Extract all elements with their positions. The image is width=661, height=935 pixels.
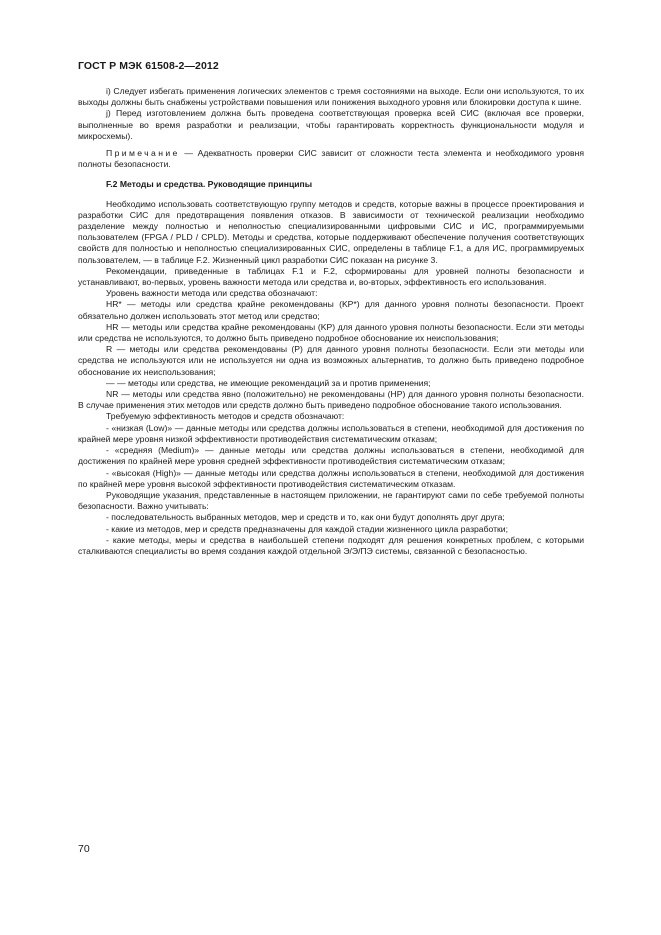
importance-hr: HR — методы или средства крайне рекомендованы (KP) для данного уровня полноты безопасности. Если эти методы или средства не используются, то должно быть приведено подробное обоснование их неиспользования; [78, 321, 584, 344]
effectiveness-low: - «низкая (Low)» — данные методы или средства должны использоваться в степени, необходимой для достижения по крайней мере уровня низкой эффективности противодействия систематическим отказам; [78, 422, 584, 444]
importance-r: R — методы или средства рекомендованы (P) для данного уровня полноты безопасности. Если эти методы или средства не используются или не используется ни одна из возможных альтернатив, то должно быть приведено подробное обоснование их неиспользования; [78, 344, 584, 377]
note-label: Примечание [106, 148, 180, 159]
paragraph: Рекомендации, приведенные в таблицах F.1 и F.2, сформированы для уровней полноты безопасности и устанавливают, во-первых, уровень важности метода или средства и, во-вторых, эффективность его использования. [78, 265, 584, 288]
effectiveness-medium: - «средняя (Medium)» — данные методы или средства должны использоваться в степени, необходимой для достижения по крайней мере уровня средней эффективности противодействия систематическим отказам; [78, 445, 584, 467]
paragraph: Уровень важности метода или средства обозначают: [106, 288, 318, 299]
list-item: - какие методы, меры и средства в наибольшей степени подходят для решения конкретных проблем, с которыми сталкиваются специалисты во время создания каждой отдельной Э/Э/ПЭ системы, связанной с безопасностью. [78, 534, 584, 556]
list-item: - какие из методов, мер и средств предназначены для каждой стадии жизненного цикла разработки; [106, 523, 508, 534]
importance-dash: — — методы или средства, не имеющие рекомендаций за и против применения; [106, 377, 431, 388]
note [78, 148, 584, 170]
note-text: — Адекватность проверки СИС зависит от сложности теста элемента и необходимого уровня полноты безопасности. [78, 148, 584, 170]
paragraph: Требуемую эффективность методов и средств обозначают: [106, 411, 345, 422]
standard-header: ГОСТ Р МЭК 61508-2—2012 [78, 60, 219, 72]
page-body [78, 86, 584, 557]
section-heading: F.2 Методы и средства. Руководящие принципы [106, 179, 313, 190]
effectiveness-high: - «высокая (High)» — данные методы или средства должны использоваться в степени, необходимой для достижения по крайней мере уровня высокой эффективности противодействия систематическим отказам. [78, 467, 584, 489]
list-item: - последовательность выбранных методов, мер и средств и то, как они будут дополнять друг друга; [106, 512, 505, 523]
importance-nr: NR — методы или средства явно (положительно) не рекомендованы (HP) для данного уровня полноты безопасности. В случае применения этих методов или средств должно быть приведено подробное обоснование такого использования. [78, 389, 584, 411]
page-number: 70 [78, 843, 90, 855]
paragraph: Руководящие указания, представленные в настоящем приложении, не гарантируют сами по себе требуемой полноты безопасности. Важно учитывать: [78, 489, 584, 512]
item-j: j) Перед изготовлением должна быть проведена соответствующая проверка всей СИС (включая все проверки, выполненные во время разработки и реализации, чтобы гарантировать корректность функциональности модуля и микросхемы). [78, 108, 584, 141]
importance-hr-star: HR* — методы или средства крайне рекомендованы (KP*) для данного уровня полноты безопасности. Проект обязательно должен использовать этот метод или средство; [78, 299, 584, 321]
item-i: i) Следует избегать применения логических элементов с тремя состояниями на выходе. Если они используются, то их выходы должны быть снабжены устройствами повышения или понижения выходного уровня или блокировки доступа к шине. [78, 86, 584, 108]
paragraph: Необходимо использовать соответствующую группу методов и средств, которые важны в процессе проектирования и разработки СИС для предотвращения появления отказов. В зависимости от технической реализации необходимо разделение между полностью и неполностью специализированными цифровыми СИС и ИС, программируемыми пользователем (FPGA / PLD / CPLD). Методы и средства, которые поддерживают обеспечение получения соответствующих свойств для полностью и неполностью специализированных СИС, определены в таблице F.1, а для ИС, программируемых пользователем, — в таблице F.2. Жизненный цикл разработки СИС показан на рисунке 3. [78, 198, 584, 265]
